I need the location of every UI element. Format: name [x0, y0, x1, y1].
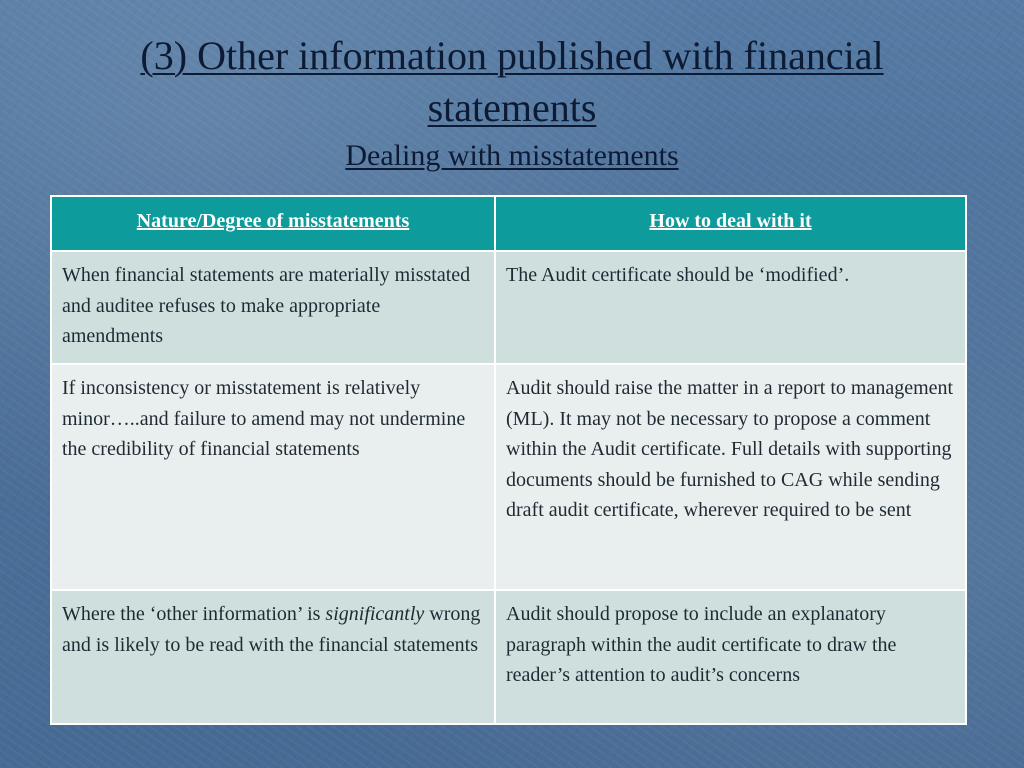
slide-subtitle: Dealing with misstatements	[345, 139, 679, 172]
header-action: How to deal with it	[495, 196, 966, 251]
action-cell: Audit should propose to include an explanatory paragraph within the audit certificate to draw the reader’s attention to audit’s concerns	[495, 590, 966, 724]
slide-title-line-2: statements	[427, 85, 597, 130]
slide-title	[40, 30, 984, 134]
table-row	[51, 251, 966, 364]
header-nature: Nature/Degree of misstatements	[51, 196, 495, 251]
misstatements-table	[50, 195, 967, 725]
nature-cell: If inconsistency or misstatement is relatively minor…..and failure to amend may not undermine the credibility of financial statements	[51, 364, 495, 590]
nature-cell: When financial statements are materially misstated and auditee refuses to make appropriate amendments	[51, 251, 495, 364]
slide-title-block	[40, 30, 984, 178]
table-header-row	[51, 196, 966, 251]
nature-text-prefix: Where the ‘other information’ is	[62, 603, 326, 625]
action-cell: The Audit certificate should be ‘modified’.	[495, 251, 966, 364]
nature-text-suffix: wrong and is likely to be read with the financial statements	[62, 603, 481, 656]
table-row	[51, 590, 966, 724]
nature-cell	[51, 590, 495, 724]
table-row	[51, 364, 966, 590]
slide-title-line-1: (3) Other information published with financial	[140, 33, 884, 78]
action-cell: Audit should raise the matter in a report to management (ML). It may not be necessary to propose a comment within the Audit certificate. Full details with supporting documents should be furnished to CAG while sending draft audit certificate, wherever required to be sent	[495, 364, 966, 590]
nature-text-emphasis: significantly	[325, 603, 425, 625]
